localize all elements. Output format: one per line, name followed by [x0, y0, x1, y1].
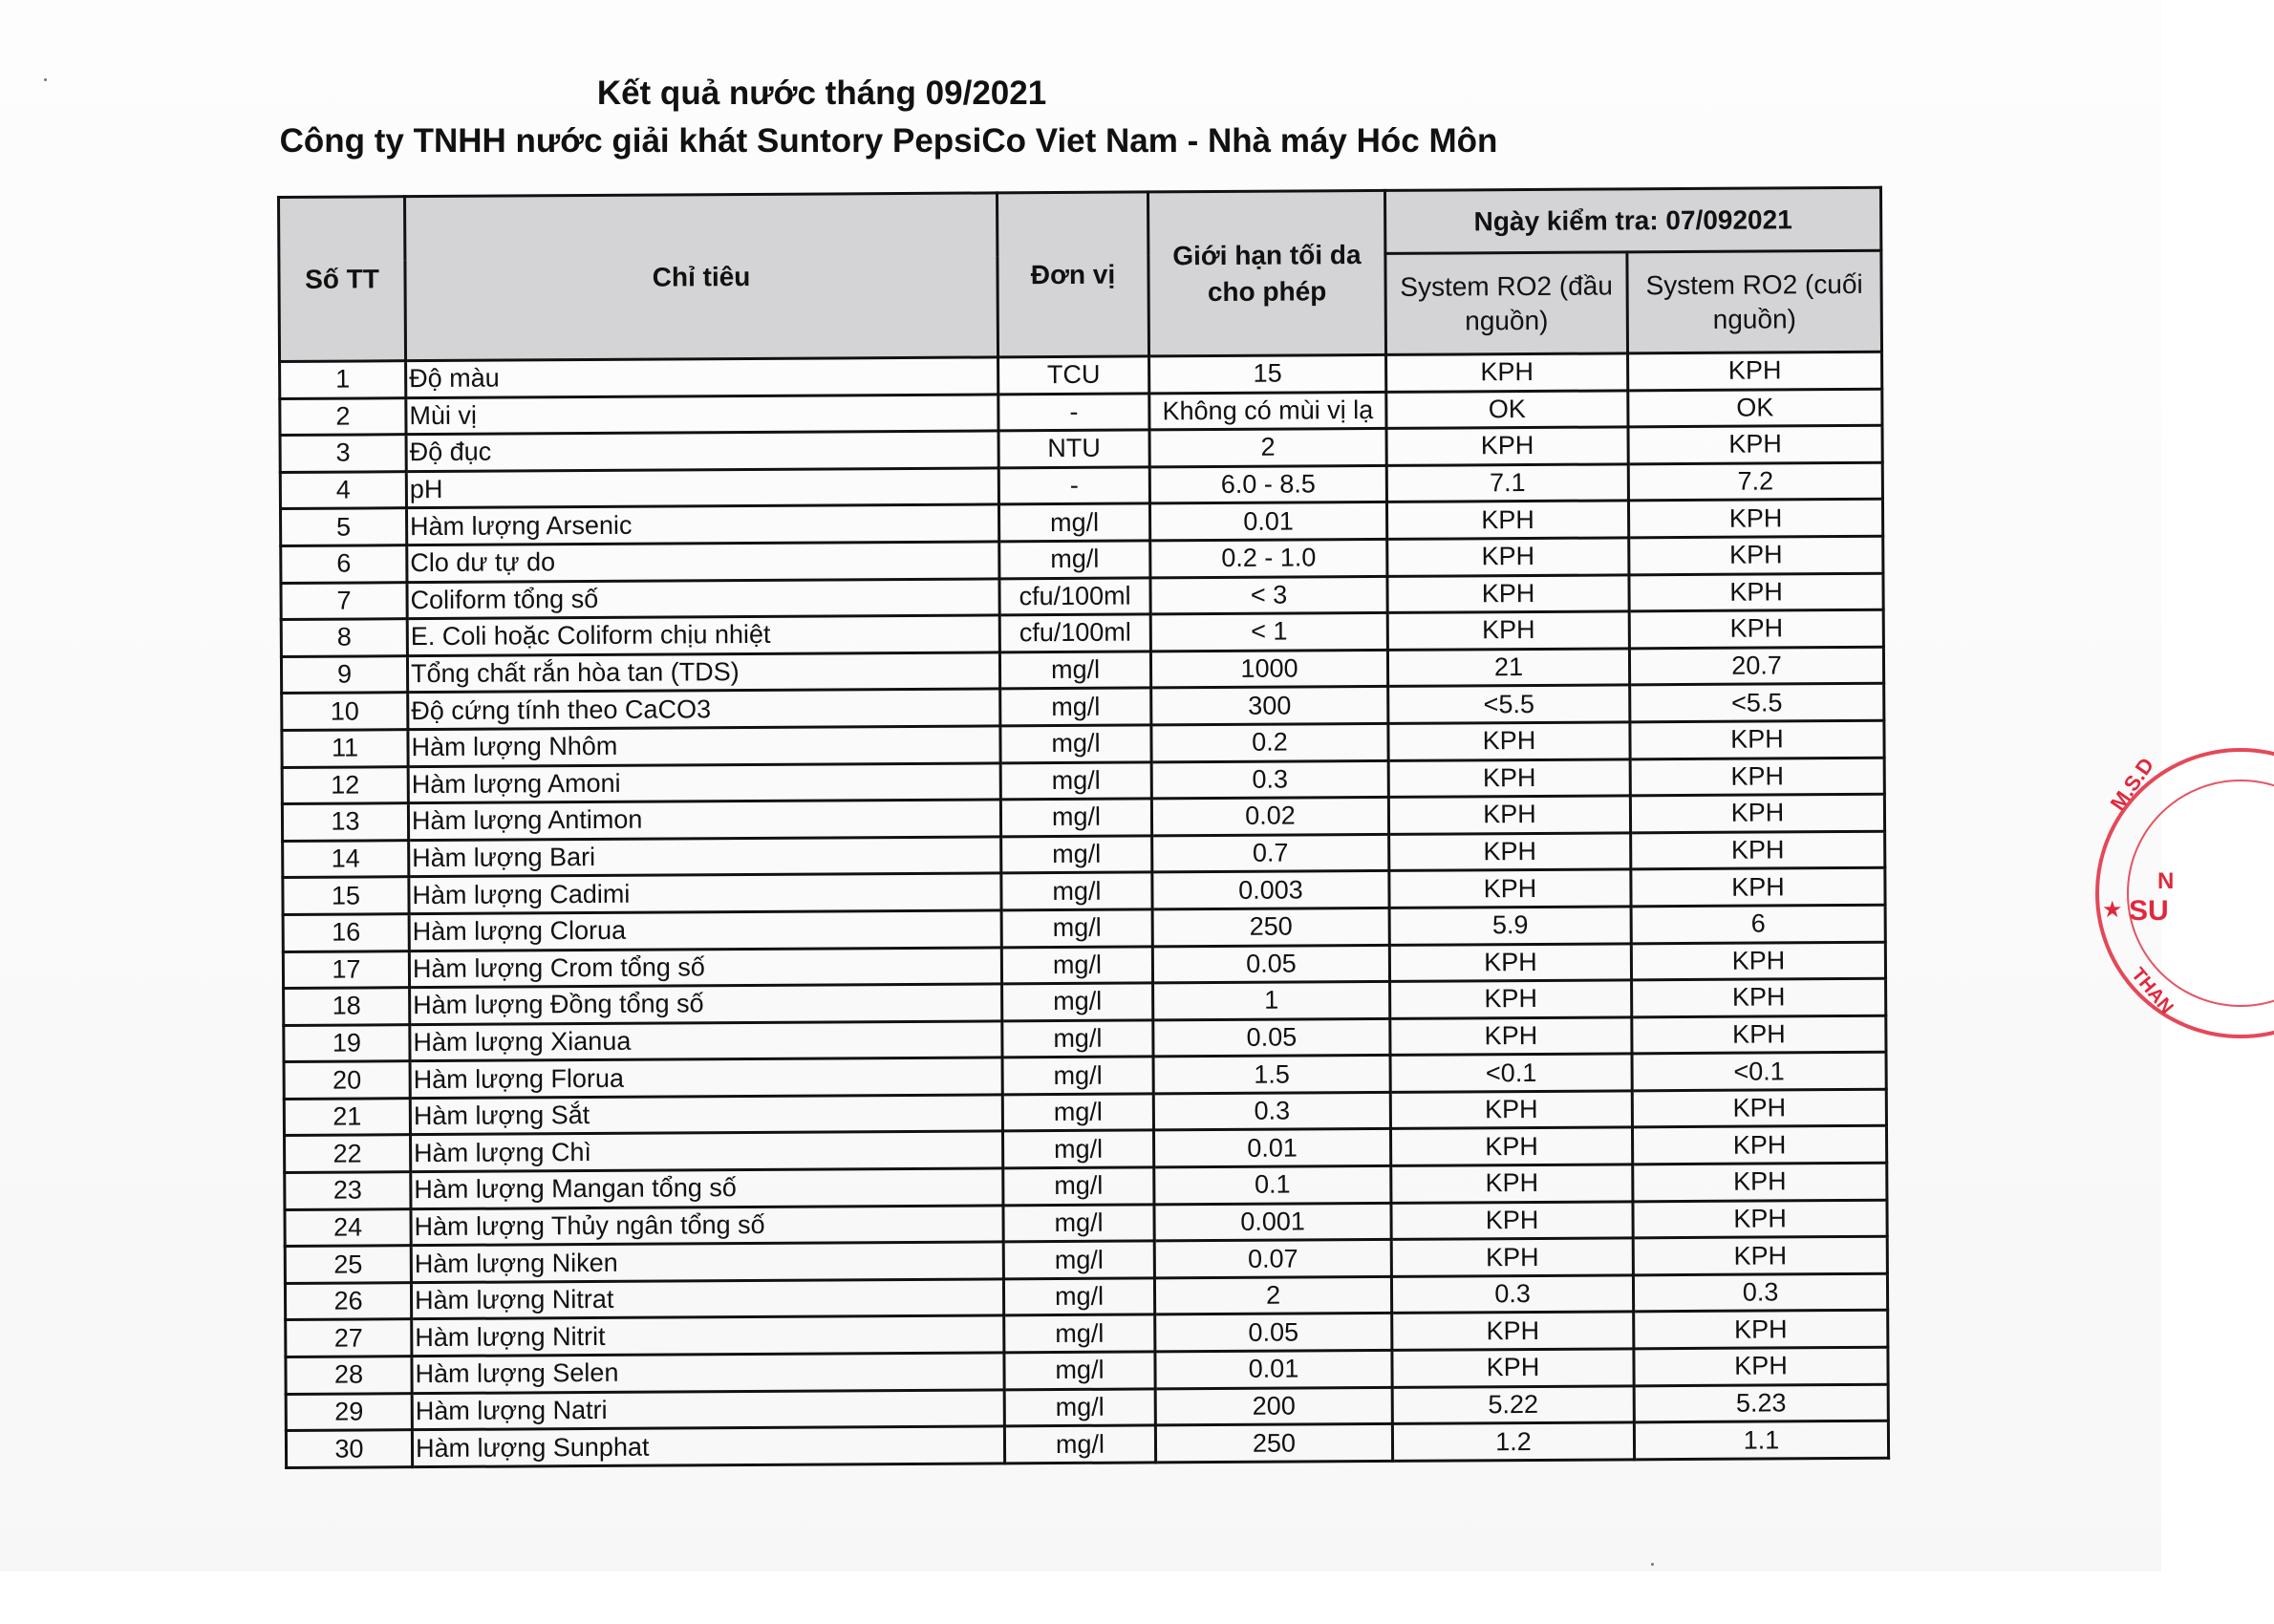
- cell-ro2-cuoi-nguon: KPH: [1629, 609, 1883, 648]
- cell-ro2-dau-nguon: KPH: [1388, 759, 1630, 797]
- cell-ro2-cuoi-nguon: KPH: [1630, 720, 1884, 759]
- header-ro2-dau-nguon: System RO2 (đầu nguồn): [1385, 252, 1628, 355]
- cell-gioi-han: 0.2 - 1.0: [1150, 539, 1387, 577]
- cell-stt: 10: [282, 693, 408, 730]
- cell-stt: 22: [285, 1135, 411, 1172]
- company-seal-stamp: [2083, 755, 2274, 1032]
- cell-don-vi: mg/l: [1001, 946, 1152, 984]
- cell-gioi-han: 300: [1151, 687, 1388, 725]
- cell-don-vi: mg/l: [1002, 1130, 1153, 1168]
- cell-ro2-cuoi-nguon: KPH: [1632, 978, 1886, 1016]
- cell-ro2-cuoi-nguon: 5.23: [1634, 1384, 1888, 1422]
- cell-ro2-dau-nguon: <0.1: [1390, 1054, 1632, 1092]
- header-stt: Số TT: [279, 197, 406, 362]
- cell-ro2-cuoi-nguon: KPH: [1628, 500, 1882, 538]
- cell-chi-tieu: Hàm lượng Xianua: [410, 1021, 1002, 1061]
- cell-gioi-han: 0.7: [1152, 834, 1389, 872]
- cell-stt: 11: [282, 730, 408, 767]
- cell-ro2-dau-nguon: KPH: [1390, 1017, 1632, 1056]
- cell-ro2-dau-nguon: KPH: [1389, 869, 1631, 908]
- cell-stt: 28: [286, 1357, 412, 1394]
- cell-don-vi: mg/l: [1000, 799, 1151, 837]
- cell-gioi-han: 2: [1154, 1276, 1391, 1314]
- cell-stt: 1: [280, 361, 406, 398]
- cell-gioi-han: 0.05: [1152, 945, 1389, 983]
- cell-ro2-dau-nguon: 7.1: [1386, 464, 1628, 502]
- cell-stt: 15: [283, 877, 409, 914]
- cell-gioi-han: 250: [1152, 908, 1389, 946]
- cell-chi-tieu: Hàm lượng Nitrat: [411, 1279, 1003, 1319]
- cell-stt: 14: [283, 840, 409, 877]
- cell-chi-tieu: Hàm lượng Natri: [412, 1389, 1004, 1429]
- cell-ro2-cuoi-nguon: 7.2: [1628, 462, 1882, 501]
- cell-chi-tieu: Hàm lượng Clorua: [409, 910, 1001, 951]
- cell-chi-tieu: Hàm lượng Arsenic: [407, 504, 999, 545]
- cell-stt: 13: [282, 803, 408, 841]
- cell-ro2-dau-nguon: KPH: [1391, 1238, 1633, 1276]
- stamp-text-mid: N: [2157, 868, 2175, 894]
- cell-ro2-dau-nguon: KPH: [1386, 427, 1628, 465]
- cell-chi-tieu: Hàm lượng Sắt: [410, 1095, 1002, 1135]
- cell-ro2-dau-nguon: KPH: [1392, 1349, 1634, 1387]
- cell-chi-tieu: Hàm lượng Antimon: [408, 800, 1000, 840]
- cell-gioi-han: 0.001: [1154, 1203, 1391, 1241]
- cell-ro2-dau-nguon: 5.9: [1389, 907, 1631, 945]
- cell-stt: 4: [280, 471, 406, 508]
- scan-speck: [44, 78, 47, 81]
- cell-don-vi: mg/l: [1003, 1167, 1154, 1206]
- cell-gioi-han: 0.01: [1153, 1129, 1390, 1167]
- cell-don-vi: mg/l: [1001, 872, 1152, 910]
- cell-stt: 9: [281, 655, 407, 693]
- cell-ro2-dau-nguon: KPH: [1386, 501, 1628, 539]
- cell-ro2-cuoi-nguon: KPH: [1631, 942, 1885, 980]
- cell-ro2-cuoi-nguon: KPH: [1632, 1089, 1886, 1127]
- cell-chi-tieu: Hàm lượng Đồng tổng số: [410, 984, 1002, 1024]
- cell-don-vi: cfu/100ml: [999, 614, 1150, 652]
- results-table: [277, 186, 1890, 1469]
- cell-ro2-cuoi-nguon: 0.3: [1633, 1273, 1887, 1312]
- cell-ro2-dau-nguon: KPH: [1388, 722, 1630, 760]
- cell-stt: 16: [283, 914, 409, 951]
- cell-ro2-dau-nguon: KPH: [1390, 1091, 1632, 1129]
- cell-gioi-han: 0.2: [1151, 723, 1388, 761]
- results-table-wrapper: [277, 186, 1890, 1469]
- cell-stt: 19: [284, 1024, 410, 1061]
- cell-gioi-han: 0.07: [1154, 1240, 1391, 1278]
- cell-ro2-dau-nguon: KPH: [1391, 1165, 1633, 1203]
- header-chi-tieu: Chỉ tiêu: [405, 193, 998, 361]
- cell-don-vi: TCU: [998, 356, 1149, 395]
- cell-stt: 3: [280, 435, 406, 472]
- cell-gioi-han: 0.003: [1152, 871, 1389, 909]
- cell-ro2-dau-nguon: KPH: [1388, 796, 1630, 834]
- cell-don-vi: mg/l: [1004, 1352, 1155, 1390]
- cell-ro2-dau-nguon: KPH: [1386, 353, 1628, 392]
- cell-stt: 26: [285, 1283, 411, 1320]
- cell-don-vi: mg/l: [1000, 688, 1151, 726]
- cell-chi-tieu: E. Coli hoặc Coliform chịu nhiệt: [407, 615, 999, 655]
- cell-ro2-dau-nguon: KPH: [1389, 943, 1631, 981]
- cell-ro2-cuoi-nguon: KPH: [1633, 1200, 1887, 1238]
- cell-ro2-dau-nguon: KPH: [1387, 538, 1629, 576]
- cell-gioi-han: 2: [1149, 429, 1386, 467]
- cell-ro2-dau-nguon: KPH: [1389, 833, 1631, 871]
- cell-gioi-han: 0.05: [1155, 1314, 1392, 1352]
- cell-ro2-cuoi-nguon: 6: [1631, 905, 1885, 943]
- cell-gioi-han: 0.01: [1155, 1350, 1392, 1388]
- cell-stt: 20: [284, 1061, 410, 1099]
- cell-don-vi: -: [998, 394, 1149, 432]
- cell-ro2-cuoi-nguon: <5.5: [1630, 684, 1884, 722]
- cell-stt: 5: [281, 508, 407, 545]
- report-subtitle: Công ty TNHH nước giải khát Suntory PepsiCo Viet Nam - Nhà máy Hóc Môn: [279, 122, 1498, 160]
- header-gioi-han: Giới hạn tối da cho phép: [1148, 190, 1385, 356]
- cell-ro2-cuoi-nguon: KPH: [1634, 1347, 1888, 1385]
- cell-ro2-cuoi-nguon: KPH: [1628, 425, 1882, 463]
- cell-ro2-cuoi-nguon: KPH: [1630, 758, 1884, 796]
- cell-don-vi: mg/l: [1003, 1241, 1154, 1279]
- cell-stt: 24: [285, 1208, 411, 1246]
- cell-don-vi: cfu/100ml: [999, 577, 1150, 615]
- cell-don-vi: mg/l: [1004, 1314, 1155, 1353]
- cell-ro2-cuoi-nguon: KPH: [1629, 536, 1883, 574]
- cell-gioi-han: 250: [1155, 1424, 1392, 1463]
- stamp-text-top: M.S.D: [2105, 753, 2159, 815]
- cell-don-vi: mg/l: [1002, 983, 1153, 1021]
- cell-chi-tieu: Hàm lượng Nitrit: [412, 1315, 1004, 1356]
- cell-don-vi: mg/l: [999, 541, 1150, 579]
- cell-ro2-dau-nguon: 5.22: [1392, 1385, 1634, 1423]
- cell-ro2-cuoi-nguon: KPH: [1628, 352, 1882, 390]
- cell-ro2-dau-nguon: KPH: [1392, 1312, 1634, 1350]
- cell-gioi-han: 15: [1149, 354, 1386, 393]
- cell-chi-tieu: Tổng chất rắn hòa tan (TDS): [407, 652, 999, 693]
- cell-ro2-cuoi-nguon: <0.1: [1632, 1053, 1886, 1091]
- cell-chi-tieu: Hàm lượng Nhôm: [408, 726, 1000, 766]
- stamp-text-bottom: THAN: [2127, 964, 2177, 1018]
- cell-ro2-dau-nguon: KPH: [1387, 611, 1629, 650]
- cell-ro2-cuoi-nguon: 20.7: [1629, 647, 1883, 685]
- cell-gioi-han: 0.05: [1153, 1018, 1390, 1057]
- cell-ro2-cuoi-nguon: KPH: [1633, 1236, 1887, 1274]
- cell-gioi-han: < 1: [1150, 613, 1387, 652]
- cell-gioi-han: 200: [1155, 1387, 1392, 1425]
- cell-gioi-han: < 3: [1150, 576, 1387, 614]
- cell-ro2-dau-nguon: OK: [1386, 390, 1628, 428]
- cell-stt: 21: [284, 1099, 410, 1136]
- header-ngay-kiem-tra: Ngày kiểm tra: 07/092021: [1384, 187, 1880, 253]
- header-don-vi: Đơn vị: [997, 192, 1148, 357]
- cell-don-vi: mg/l: [1002, 1094, 1153, 1132]
- cell-ro2-cuoi-nguon: KPH: [1629, 573, 1883, 611]
- cell-don-vi: NTU: [998, 430, 1149, 468]
- cell-chi-tieu: Hàm lượng Chì: [411, 1131, 1003, 1171]
- cell-gioi-han: 1: [1153, 981, 1390, 1019]
- cell-ro2-dau-nguon: 21: [1387, 649, 1629, 687]
- cell-ro2-dau-nguon: 1.2: [1392, 1422, 1634, 1461]
- cell-don-vi: mg/l: [1001, 836, 1152, 874]
- cell-don-vi: mg/l: [1002, 1057, 1153, 1095]
- cell-ro2-cuoi-nguon: OK: [1628, 389, 1882, 427]
- cell-gioi-han: 0.3: [1153, 1092, 1390, 1130]
- cell-don-vi: mg/l: [1002, 1020, 1153, 1058]
- cell-don-vi: mg/l: [1004, 1425, 1155, 1464]
- cell-chi-tieu: Độ đục: [406, 431, 998, 471]
- cell-gioi-han: 0.1: [1154, 1165, 1391, 1204]
- cell-stt: 27: [286, 1319, 412, 1357]
- cell-chi-tieu: Độ màu: [406, 357, 998, 397]
- cell-gioi-han: 0.3: [1151, 760, 1388, 799]
- cell-chi-tieu: Hàm lượng Florua: [410, 1058, 1002, 1098]
- cell-chi-tieu: Hàm lượng Selen: [412, 1353, 1004, 1393]
- cell-don-vi: mg/l: [999, 652, 1150, 690]
- cell-stt: 6: [281, 545, 407, 583]
- scan-bottom-margin: [0, 1571, 2161, 1624]
- cell-chi-tieu: Hàm lượng Mangan tổng số: [411, 1168, 1003, 1208]
- cell-chi-tieu: Hàm lượng Amoni: [408, 762, 1000, 802]
- cell-stt: 17: [283, 951, 409, 988]
- cell-stt: 30: [286, 1430, 412, 1467]
- cell-gioi-han: 0.01: [1149, 502, 1386, 541]
- cell-chi-tieu: Hàm lượng Thủy ngân tổng số: [411, 1206, 1003, 1246]
- cell-stt: 2: [280, 397, 406, 435]
- cell-ro2-dau-nguon: KPH: [1390, 1127, 1632, 1165]
- cell-chi-tieu: Hàm lượng Crom tổng số: [409, 947, 1001, 987]
- cell-ro2-dau-nguon: KPH: [1387, 574, 1629, 612]
- stamp-star-icon: ★: [2102, 897, 2123, 923]
- cell-gioi-han: Không có mùi vị lạ: [1149, 392, 1386, 430]
- cell-gioi-han: 6.0 - 8.5: [1149, 465, 1386, 503]
- report-title: Kết quả nước tháng 09/2021: [596, 75, 1047, 112]
- cell-ro2-cuoi-nguon: 1.1: [1634, 1421, 1888, 1459]
- cell-ro2-cuoi-nguon: KPH: [1631, 868, 1885, 907]
- cell-don-vi: mg/l: [1000, 725, 1151, 763]
- cell-stt: 7: [281, 582, 407, 619]
- cell-chi-tieu: Mùi vị: [406, 394, 998, 434]
- header-ro2-cuoi-nguon: System RO2 (cuối nguồn): [1627, 250, 1882, 353]
- cell-stt: 8: [281, 619, 407, 656]
- cell-chi-tieu: Hàm lượng Cadimi: [409, 873, 1001, 913]
- cell-ro2-cuoi-nguon: KPH: [1632, 1126, 1886, 1165]
- cell-don-vi: mg/l: [1004, 1389, 1155, 1427]
- cell-stt: 25: [285, 1246, 411, 1283]
- cell-ro2-cuoi-nguon: KPH: [1633, 1163, 1887, 1201]
- cell-ro2-dau-nguon: KPH: [1391, 1202, 1633, 1240]
- cell-gioi-han: 1000: [1150, 650, 1387, 688]
- cell-ro2-dau-nguon: 0.3: [1391, 1275, 1633, 1314]
- cell-chi-tieu: pH: [406, 468, 998, 508]
- table-body: [280, 352, 1889, 1467]
- cell-stt: 29: [286, 1393, 412, 1430]
- stamp-text-mid2: SU: [2129, 895, 2169, 927]
- cell-ro2-cuoi-nguon: KPH: [1631, 831, 1885, 869]
- cell-chi-tieu: Coliform tổng số: [407, 578, 999, 618]
- cell-ro2-dau-nguon: KPH: [1390, 980, 1632, 1018]
- cell-chi-tieu: Clo dư tự do: [407, 542, 999, 582]
- cell-ro2-cuoi-nguon: KPH: [1634, 1311, 1888, 1349]
- cell-gioi-han: 0.02: [1151, 798, 1388, 836]
- cell-don-vi: -: [998, 467, 1149, 505]
- cell-stt: 23: [285, 1172, 411, 1209]
- scan-speck: [1651, 1563, 1654, 1566]
- cell-gioi-han: 1.5: [1153, 1056, 1390, 1094]
- cell-don-vi: mg/l: [1000, 761, 1151, 800]
- cell-stt: 18: [284, 988, 410, 1025]
- cell-don-vi: mg/l: [1003, 1278, 1154, 1316]
- cell-chi-tieu: Hàm lượng Bari: [409, 837, 1001, 877]
- cell-don-vi: mg/l: [1001, 909, 1152, 948]
- cell-chi-tieu: Độ cứng tính theo CaCO3: [408, 689, 1000, 729]
- cell-chi-tieu: Hàm lượng Niken: [411, 1242, 1003, 1282]
- cell-stt: 12: [282, 766, 408, 803]
- cell-ro2-cuoi-nguon: KPH: [1632, 1015, 1886, 1054]
- cell-chi-tieu: Hàm lượng Sunphat: [412, 1426, 1004, 1466]
- cell-don-vi: mg/l: [1003, 1205, 1154, 1243]
- cell-don-vi: mg/l: [998, 503, 1149, 542]
- cell-ro2-dau-nguon: <5.5: [1388, 685, 1630, 723]
- cell-ro2-cuoi-nguon: KPH: [1630, 794, 1884, 832]
